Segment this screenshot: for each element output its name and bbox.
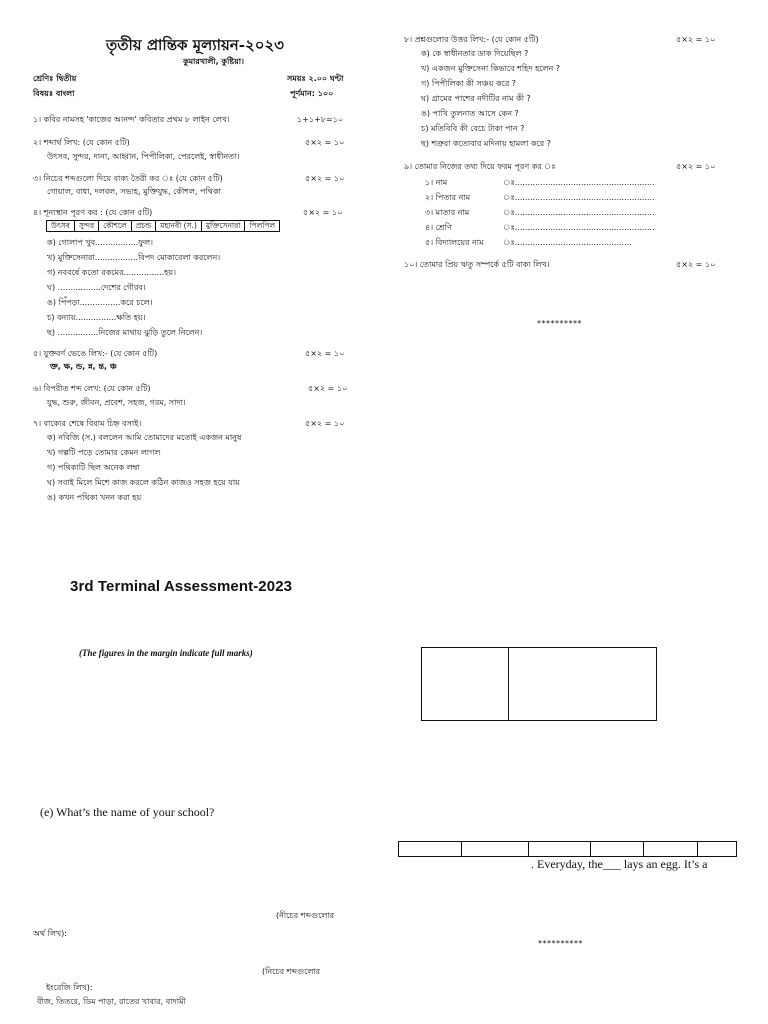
word-bank-cell: সুন্দর: [74, 221, 98, 232]
bn-english-instruction-cont: ইংরেজি লিখ):: [46, 983, 93, 992]
question-4: ৪। শূন্যস্থান পূরণ কর : (যে কোন ৫টি): [33, 208, 153, 217]
fill-item: চ) বন্যায়................ক্ষতি হয়।: [47, 313, 146, 322]
word-bank-cell: প্রচন্ড: [131, 221, 156, 232]
class-label: শ্রেণিঃ দ্বিতীয়: [33, 74, 77, 83]
form-field-blank: ঃ.......................................................: [503, 193, 655, 202]
table-divider: [697, 841, 698, 857]
answer-item: গ) পিপীলিকা কী সঞ্চয় করে ?: [421, 79, 517, 88]
question-5-marks: ৫×২ = ১০: [305, 349, 345, 358]
exam-place: কুমারখালী, কুষ্টিয়া।: [183, 57, 244, 66]
answer-item: ঙ) পাখি তুলনাত আসে কেন ?: [421, 109, 519, 118]
word-bank-cell: মুক্তিসেনারা: [201, 221, 245, 232]
form-field-blank: ঃ.......................................................: [503, 178, 655, 187]
word-bank-cell: উৎসব: [47, 221, 75, 232]
form-field-blank: ঃ.......................................................: [503, 223, 655, 232]
form-field-blank: ঃ.......................................................: [503, 208, 655, 217]
answer-item: ছ) শত্রুরা কতোবার মদিনায় হামলা করে ?: [421, 139, 551, 148]
punctuation-item: খ) গল্পটি পড়ে তোমার কেমন লাগল: [47, 448, 161, 457]
question-8: ৮। প্রশ্নগুলোর উত্তর লিখ:- (যে কোন ৫টি): [404, 35, 539, 44]
form-field-label: ২। পিতার নাম: [425, 193, 471, 202]
punctuation-item: ক) নবিজি (স.) বললেন আমি তোমাদের মতোই একজন মানুষ: [47, 433, 242, 442]
question-e: (e) What’s the name of your school?: [40, 805, 215, 819]
fill-item: ছ) ................নিজের মাথায় ঝুড়ি তুলে নিলেন।: [47, 328, 203, 337]
question-6: ৬। বিপরীত শব্দ লেখ: (যে কোন ৫টি): [33, 384, 151, 393]
question-1: ১। কবির নামসহ 'কাজের আনন্দ' কবিতার প্রথম ৮ লাইন লেখ।: [33, 115, 230, 124]
question-7-marks: ৫×২ = ১০: [305, 419, 345, 428]
bn-word-list: বীজ, তিতরে, ডিম পাড়া, রাতের খাবার, বাদামী: [37, 997, 186, 1006]
end-stars-2: **********: [538, 939, 583, 948]
form-field-label: ৫। বিদ্যালয়ের নাম: [425, 238, 484, 247]
question-1-marks: ১+১+৮=১০: [297, 115, 344, 124]
fill-item: ঘ) .................দেশের গৌরব।: [47, 283, 146, 292]
table-divider: [643, 841, 644, 857]
question-2-marks: ৫×২ = ১০: [305, 138, 345, 147]
question-3-marks: ৫×২ = ১০: [305, 174, 345, 183]
exam-title: তৃতীয় প্রান্তিক মূল্যায়ন-২০২৩: [106, 36, 284, 54]
answer-box-divider: [508, 647, 509, 721]
conjunct-letters: ক্ত, ক্ষ, ন্ড, ন্ন, ন্ত, ঞ্চ: [50, 362, 117, 371]
fill-item: ঙ) পিঁপড়া................করে চলে।: [47, 298, 153, 307]
answer-item: চ) মতিবিবি কী বেচে টাকা পান ?: [421, 124, 525, 133]
question-3-words: গোয়াল, বাধা, দলবল, সভ্যহ, মুক্তিযুদ্ধ, কৌশল, পথিকা: [47, 187, 221, 196]
word-bank-table: [46, 220, 280, 232]
form-field-label: ৪। শ্রেণি: [425, 223, 452, 232]
question-2-words: উৎসব, সুন্দর, দানা, আহ্বান, পিপীলিকা, পেরলেই, স্বাধীনতা।: [47, 152, 240, 161]
punctuation-item: ঘ) সবাই মিলে মিশে কাজ করলে কঠিন কাজও সহজ হয়ে যায়: [47, 478, 240, 487]
bn-meaning-instruction-cont: অর্থ লিখ):: [33, 929, 67, 938]
time-label: সময়ঃ ২.০০ ঘন্টা: [287, 74, 344, 83]
question-5: ৫। যুক্তবর্ণ ভেঙে লিখ:- (যে কোন ৫টি): [33, 349, 158, 358]
question-6-marks: ৫×২ = ১০: [308, 384, 348, 393]
table-divider: [528, 841, 529, 857]
fill-item: গ) নববর্ষে কতো রকমের................হয়।: [47, 268, 176, 277]
question-7: ৭। বাক্যের শেষে বিরাম চিহ্ন বসাই।: [33, 419, 142, 428]
word-bank-cell: কৌশলে: [99, 221, 131, 232]
fill-item: ক) গোলাপ খুব.................ফুল।: [47, 238, 153, 247]
fill-item: খ) মুক্তিসেনারা.................বিপদ মোকাবেলা করলেন।: [47, 253, 221, 262]
bn-english-instruction: (নিচের শব্দগুলোর: [262, 967, 321, 976]
blank-table: [398, 841, 737, 857]
sentence-fragment: . Everyday, the___ lays an egg. It’s a: [531, 857, 708, 871]
form-field-blank: ঃ..............................................: [503, 238, 632, 247]
table-divider: [461, 841, 462, 857]
punctuation-item: গ) পথিকাটি ছিল অনেক লম্বা: [47, 463, 140, 472]
question-3: ৩। নিচের শব্দগুলো দিয়ে বাক্য তৈরী কর ঃ (যে কোন ৫টি): [33, 174, 223, 183]
question-9: ৯। তোমার নিজের তথ্য দিয়ে ফরম পূরণ কর ঃ: [404, 162, 556, 171]
table-divider: [590, 841, 591, 857]
marks-label: পূর্ণমান: ১০০: [290, 89, 334, 98]
punctuation-item: ঙ) কখন পথিকা খনন করা হয়: [47, 493, 142, 502]
form-field-label: ৩। মাতার নাম: [425, 208, 470, 217]
question-2: ২। শব্দার্থ লিখ: (যে কোন ৫টি): [33, 138, 130, 147]
end-stars: **********: [537, 319, 582, 328]
bn-meaning-instruction: (নীচের শব্দগুলোর: [276, 911, 335, 920]
word-bank-cell: পিলপিল: [245, 221, 280, 232]
marks-note: (The figures in the margin indicate full marks): [79, 648, 253, 658]
english-exam-title: 3rd Terminal Assessment-2023: [70, 578, 293, 595]
answer-item: ঘ) গ্রামের পাশের নদীটির নাম কী ?: [421, 94, 531, 103]
question-8-marks: ৫×২ = ১০: [676, 35, 716, 44]
question-10: ১০। তোমার প্রিয় ঋতু সম্পর্কে ৫টি বাক্য লিখ।: [404, 260, 550, 269]
question-10-marks: ৫×২ = ১০: [676, 260, 716, 269]
question-6-words: যুদ্ধ, শুরু, জীবন, প্রবেশ, সহজ, গরম, সাদা।: [47, 398, 186, 407]
form-field-label: ১। নাম: [425, 178, 448, 187]
answer-item: খ) একজন মুক্তিসেনা কিভাবে শহিদ হলেন ?: [421, 64, 561, 73]
answer-box: [421, 647, 657, 721]
question-9-marks: ৫×২ = ১০: [676, 162, 716, 171]
word-bank-cell: মহানবী (স.): [156, 221, 202, 232]
question-4-marks: ৫×২ = ১০: [303, 208, 343, 217]
subject-label: বিষয়ঃ বাংলা: [33, 89, 75, 98]
answer-item: ক) কে স্বাধীনতার ডাক দিয়েছিল ?: [421, 49, 529, 58]
